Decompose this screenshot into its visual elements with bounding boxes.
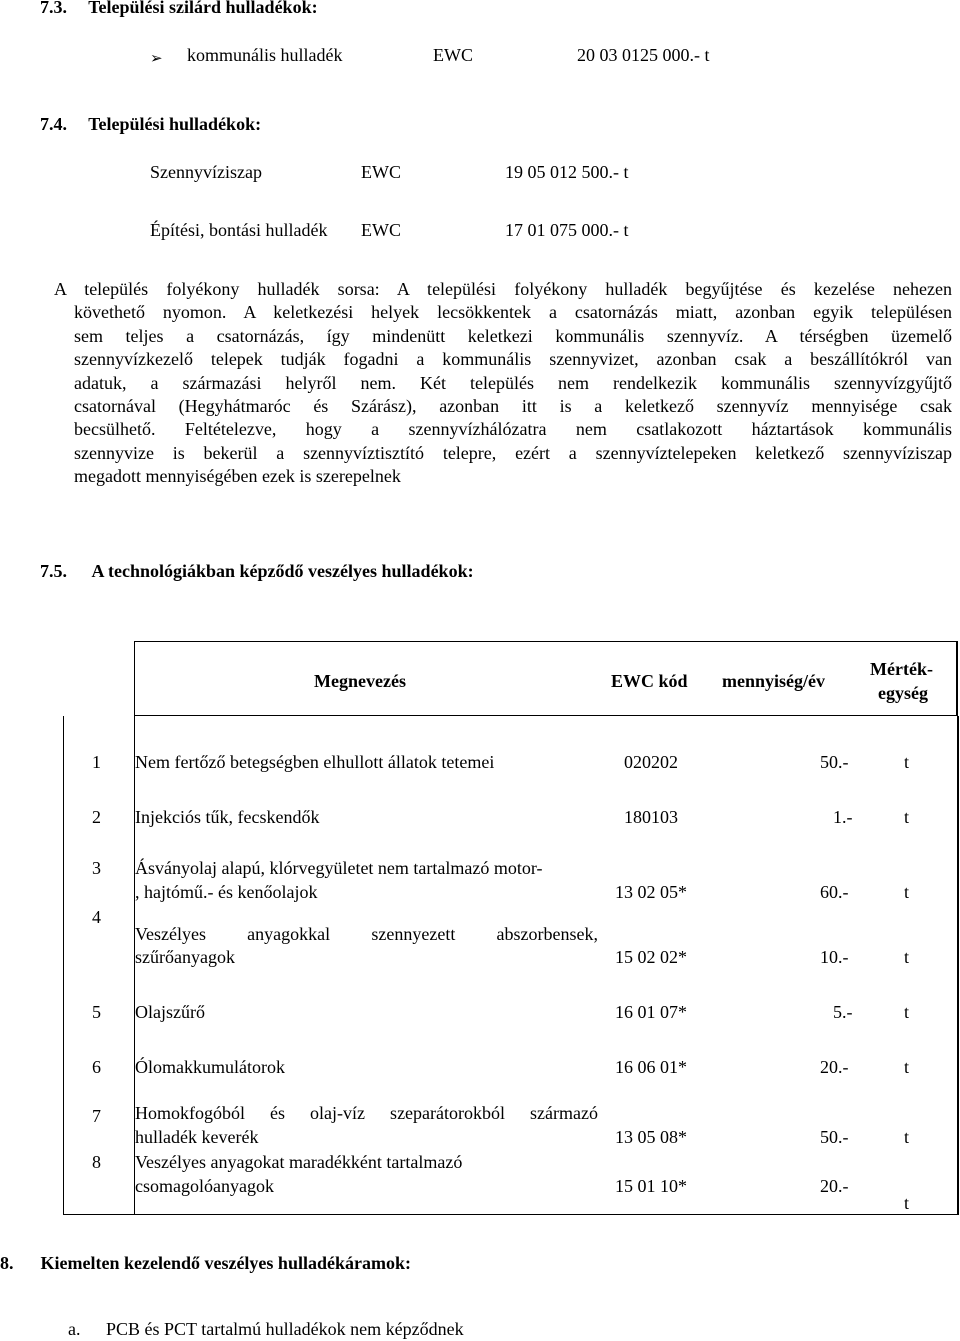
paragraph-line: követhető nyomon. A keletkezési helyek lecsökkentek a csatornázás miatt, azonban egyik településen — [74, 302, 952, 323]
row-qty: 50.- — [820, 1127, 849, 1147]
paragraph-line: adatuk, a származási helyről nem. Két település nem rendelkezik kommunális szennyvízgyűjtő — [74, 372, 952, 393]
row-qty: 10.- — [820, 947, 849, 967]
paragraph-line: A település folyékony hulladék sorsa: A települési folyékony hulladék begyűjtése és kezelése nehezen — [54, 279, 952, 299]
item-amount: 17 01 075 000.- t — [505, 220, 629, 240]
item-name: kommunális hulladék — [187, 45, 343, 65]
header-name: Megnevezés — [314, 671, 406, 691]
section-7-5-heading — [40, 560, 474, 583]
section-8-heading — [0, 1252, 411, 1275]
section-number: 7.5. — [40, 561, 67, 581]
row-qty: 5.- — [833, 1002, 853, 1022]
row-number: 6 — [92, 1057, 101, 1077]
row-ewc: 13 05 08* — [615, 1127, 687, 1147]
row-ewc: 16 06 01* — [615, 1057, 687, 1077]
section-title: A technológiákban képződő veszélyes hulladékok: — [91, 561, 474, 581]
row-name-wrap — [135, 1102, 598, 1125]
header-unit-line2: egység — [878, 683, 928, 703]
row-name-cont: csomagolóanyagok — [135, 1176, 274, 1196]
item-amount: 19 05 012 500.- t — [505, 162, 629, 182]
header-ewc: EWC kód — [611, 671, 688, 691]
row-unit: t — [904, 1002, 910, 1022]
item-name: Szennyvíziszap — [150, 162, 262, 182]
row-unit: t — [904, 882, 910, 902]
row-unit: t — [904, 752, 910, 772]
row-name-wrap — [135, 923, 598, 946]
item-amount: 20 03 0125 000.- t — [577, 45, 710, 65]
row-qty: 20.- — [820, 1176, 849, 1196]
item-ewc: EWC — [361, 162, 401, 182]
section-title: Kiemelten kezelendő veszélyes hulladékáramok: — [40, 1253, 411, 1273]
row-qty: 1.- — [833, 807, 853, 827]
row-number: 5 — [92, 1002, 101, 1022]
row-qty: 50.- — [820, 752, 849, 772]
row-qty: 20.- — [820, 1057, 849, 1077]
item-ewc: EWC — [361, 220, 401, 240]
paragraph-line: becsülhető. Feltételezve, hogy a szennyvízhálózatra nem csatlakozott háztartások kommunális — [74, 419, 952, 440]
row-ewc: 180103 — [624, 807, 678, 827]
section-7-3-heading — [40, 0, 318, 19]
row-name: Veszélyes anyagokkal szennyezett abszorbensek, — [135, 924, 598, 944]
row-name-cont: hulladék keverék — [135, 1127, 259, 1147]
row-name: Ásványolaj alapú, klórvegyületet nem tartalmazó motor- — [135, 858, 543, 878]
section-number: 7.3. — [40, 0, 67, 17]
list-marker: a. — [68, 1319, 81, 1339]
row-number: 4 — [92, 907, 101, 927]
row-number: 7 — [92, 1106, 101, 1126]
row-unit: t — [904, 1127, 910, 1147]
row-number: 2 — [92, 807, 101, 827]
row-ewc: 16 01 07* — [615, 1002, 687, 1022]
row-ewc: 15 02 02* — [615, 947, 687, 967]
item-ewc: EWC — [433, 45, 473, 65]
row-number: 8 — [92, 1152, 101, 1172]
paragraph-line: csatornával (Hegyhátmaróc és Szárász), azonban itt is a keletkező szennyvíz mennyisége csak — [74, 396, 952, 417]
section-number: 8. — [0, 1253, 14, 1273]
row-unit: t — [904, 807, 910, 827]
row-ewc: 13 02 05* — [615, 882, 687, 902]
section-number: 7.4. — [40, 114, 67, 134]
paragraph-line: szennyvize is bekerül a szennyvíztisztító telepre, ezért a szennyvíztelepeken keletkező szennyvíziszap — [74, 442, 952, 463]
list-item-text: PCB és PCT tartalmú hulladékok nem képződnek — [106, 1319, 464, 1339]
row-unit: t — [904, 1057, 910, 1077]
row-name-cont: szűrőanyagok — [135, 947, 235, 967]
liquid-waste-paragraph — [40, 278, 952, 489]
row-number: 3 — [92, 858, 101, 878]
row-name: Ólomakkumulátorok — [135, 1057, 285, 1077]
item-name: Építési, bontási hulladék — [150, 220, 328, 240]
row-name: Veszélyes anyagokat maradékként tartalmazó — [135, 1152, 463, 1172]
table-header-box — [134, 641, 958, 716]
row-ewc: 020202 — [624, 752, 678, 772]
row-unit: t — [904, 1193, 910, 1213]
row-name: Homokfogóból és olaj-víz szeparátorokból származó — [135, 1103, 598, 1123]
row-number: 1 — [92, 752, 101, 772]
row-name-cont: , hajtómű.- és kenőolajok — [135, 882, 318, 902]
arrow-bullet-icon: ➢ — [150, 49, 163, 67]
row-name: Nem fertőző betegségben elhullott állatok tetemei — [135, 752, 495, 772]
header-unit-line1: Mérték- — [870, 659, 933, 679]
bullet-item — [150, 46, 163, 69]
section-title: Települési hulladékok: — [88, 114, 262, 134]
paragraph-line: szennyvízkezelő telepek tudják fogadni a kommunális szennyvizet, azonban csak a beszállítókról van — [74, 349, 952, 370]
row-unit: t — [904, 947, 910, 967]
header-qty: mennyiség/év — [722, 671, 825, 691]
paragraph-line: megadott mennyiségében ezek is szerepelnek — [74, 466, 401, 487]
row-qty: 60.- — [820, 882, 849, 902]
section-7-4-heading — [40, 113, 261, 136]
row-name: Olajszűrő — [135, 1002, 205, 1022]
row-ewc: 15 01 10* — [615, 1176, 687, 1196]
paragraph-line: sem teljes a csatornázás, így mindenütt keletkezi kommunális szennyvíz. A térségben üzemelő — [74, 325, 952, 346]
section-title: Települési szilárd hulladékok: — [88, 0, 318, 17]
row-name: Injekciós tűk, fecskendők — [135, 807, 320, 827]
